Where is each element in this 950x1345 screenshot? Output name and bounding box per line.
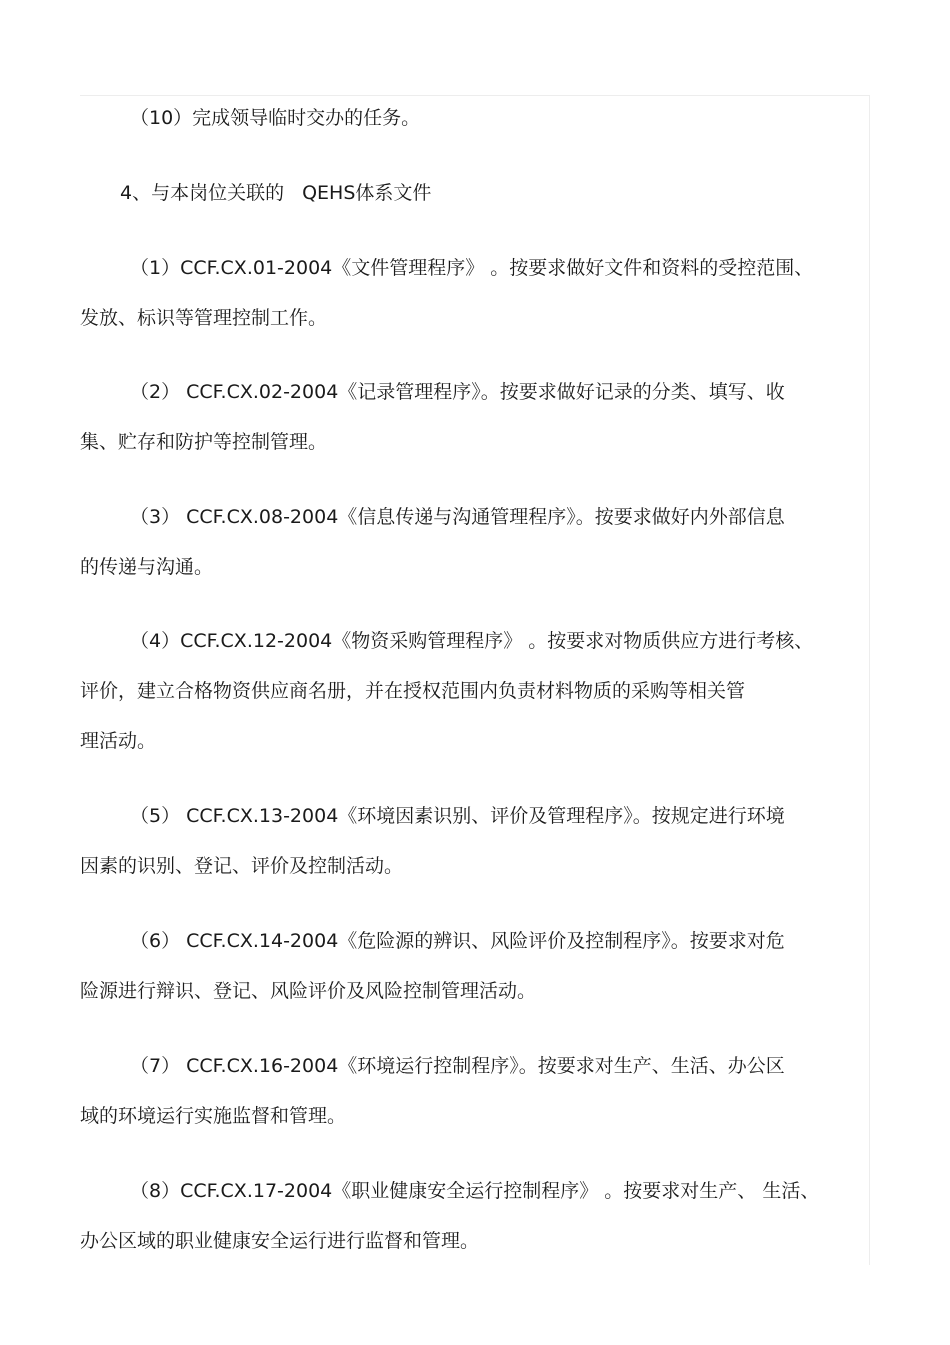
item-3 xyxy=(80,492,840,592)
item-7-line-1: （7） CCF.CX.16-2004《环境运行控制程序》。按要求对生产、生活、办公区 xyxy=(130,1055,785,1077)
item-4-line-3: 理活动。 xyxy=(80,730,157,752)
item-2-line-2: 集、贮存和防护等控制管理。 xyxy=(80,431,328,453)
section-heading-text xyxy=(80,168,840,218)
item-6-line-1: （6） CCF.CX.14-2004《危险源的辨识、风险评价及控制程序》。按要求对危 xyxy=(130,930,785,952)
item-3-line-1: （3） CCF.CX.08-2004《信息传递与沟通管理程序》。按要求做好内外部信息 xyxy=(130,506,785,528)
item-4 xyxy=(80,616,840,766)
page-frame-right xyxy=(869,95,870,1265)
item-4-line-2: 评价，建立合格物资供应商名册，并在授权范围内负责材料物质的采购等相关管 xyxy=(80,680,746,702)
heading-term: QEHS xyxy=(302,182,356,204)
item-1-line-1: （1）CCF.CX.01-2004《文件管理程序》 。按要求做好文件和资料的受控范围、 xyxy=(130,257,814,279)
item-8-line-2: 办公区域的职业健康安全运行进行监督和管理。 xyxy=(80,1230,480,1252)
item-4-line-1: （4）CCF.CX.12-2004《物资采购管理程序》 。按要求对物质供应方进行考核、 xyxy=(130,630,814,652)
item-1-line-2: 发放、标识等管理控制工作。 xyxy=(80,307,328,329)
item-5 xyxy=(80,791,840,891)
item-8 xyxy=(80,1166,840,1266)
item-1 xyxy=(80,243,840,343)
item-5-line-2: 因素的识别、登记、评价及控制活动。 xyxy=(80,855,404,877)
item-5-line-1: （5） CCF.CX.13-2004《环境因素识别、评价及管理程序》。按规定进行环境 xyxy=(130,805,785,827)
item-7 xyxy=(80,1041,840,1141)
heading-prefix: 4、与本岗位关联的 xyxy=(120,182,285,204)
item-8-line-1: （8）CCF.CX.17-2004《职业健康安全运行控制程序》 。按要求对生产、 生活、 xyxy=(130,1180,820,1202)
item-2-line-1: （2） CCF.CX.02-2004《记录管理程序》。按要求做好记录的分类、填写、收 xyxy=(130,381,785,403)
item-2 xyxy=(80,367,840,467)
item-6-line-2: 险源进行辩识、登记、风险评价及风险控制管理活动。 xyxy=(80,980,537,1002)
item-10-text: （10）完成领导临时交办的任务。 xyxy=(130,107,421,129)
heading-suffix: 体系文件 xyxy=(355,182,432,204)
item-7-line-2: 域的环境运行实施监督和管理。 xyxy=(80,1105,347,1127)
section-heading xyxy=(80,168,840,218)
item-6 xyxy=(80,916,840,1016)
item-10 xyxy=(80,93,840,143)
item-3-line-2: 的传递与沟通。 xyxy=(80,556,214,578)
